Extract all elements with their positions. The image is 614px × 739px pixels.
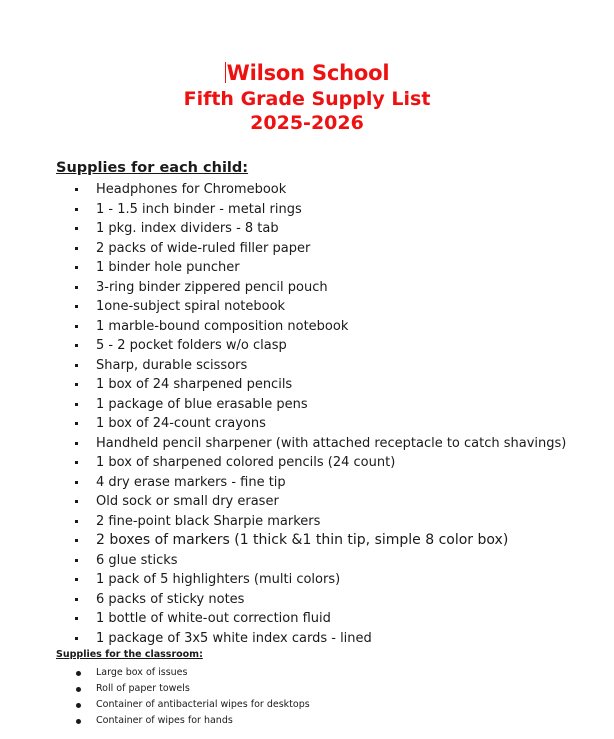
list-item: Sharp, durable scissors bbox=[56, 356, 601, 376]
square-bullet-icon bbox=[75, 422, 78, 425]
square-bullet-icon bbox=[75, 286, 78, 289]
classroom-supplies-section bbox=[56, 648, 601, 729]
square-bullet-icon bbox=[75, 266, 78, 269]
square-bullet-icon bbox=[75, 403, 78, 406]
list-item: 1 package of 3x5 white index cards - lined bbox=[56, 629, 601, 649]
list-item: 1 marble-bound composition notebook bbox=[56, 317, 601, 337]
text-cursor bbox=[225, 62, 226, 83]
list-item: Headphones for Chromebook bbox=[56, 180, 601, 200]
round-bullet-icon bbox=[76, 671, 81, 676]
list-title: Fifth Grade Supply List bbox=[183, 88, 431, 110]
square-bullet-icon bbox=[75, 247, 78, 250]
square-bullet-icon bbox=[75, 520, 78, 523]
list-item: 3-ring binder zippered pencil pouch bbox=[56, 278, 601, 298]
list-item: 1 box of 24-count crayons bbox=[56, 414, 601, 434]
square-bullet-icon bbox=[75, 578, 78, 581]
child-supplies-section bbox=[56, 158, 601, 648]
list-item: Old sock or small dry eraser bbox=[56, 492, 601, 512]
list-item: Container of antibacterial wipes for desktops bbox=[56, 697, 601, 713]
list-item: 1 pkg. index dividers - 8 tab bbox=[56, 219, 601, 239]
square-bullet-icon bbox=[75, 344, 78, 347]
list-item: 6 packs of sticky notes bbox=[56, 590, 601, 610]
document-header bbox=[0, 60, 614, 135]
list-item: 5 - 2 pocket folders w/o clasp bbox=[56, 336, 601, 356]
list-item: Handheld pencil sharpener (with attached receptacle to catch shavings) bbox=[56, 434, 601, 454]
square-bullet-icon bbox=[75, 208, 78, 211]
list-item: Container of wipes for hands bbox=[56, 713, 601, 729]
list-item: 4 dry erase markers - fine tip bbox=[56, 473, 601, 493]
school-year: 2025-2026 bbox=[250, 112, 364, 134]
classroom-supplies-heading: Supplies for the classroom: bbox=[56, 649, 203, 660]
list-item: 2 fine-point black Sharpie markers bbox=[56, 512, 601, 532]
round-bullet-icon bbox=[76, 703, 81, 708]
square-bullet-icon bbox=[75, 539, 78, 542]
square-bullet-icon bbox=[75, 227, 78, 230]
square-bullet-icon bbox=[75, 559, 78, 562]
square-bullet-icon bbox=[75, 617, 78, 620]
list-item: Roll of paper towels bbox=[56, 681, 601, 697]
child-supplies-heading: Supplies for each child: bbox=[56, 160, 249, 176]
round-bullet-icon bbox=[76, 719, 81, 724]
list-item: 1 package of blue erasable pens bbox=[56, 395, 601, 415]
child-supplies-list bbox=[56, 180, 601, 648]
square-bullet-icon bbox=[75, 637, 78, 640]
round-bullet-icon bbox=[76, 687, 81, 692]
list-item: Large box of issues bbox=[56, 665, 601, 681]
square-bullet-icon bbox=[75, 188, 78, 191]
square-bullet-icon bbox=[75, 305, 78, 308]
list-item: 1 pack of 5 highlighters (multi colors) bbox=[56, 570, 601, 590]
list-item: 1 binder hole puncher bbox=[56, 258, 601, 278]
square-bullet-icon bbox=[75, 364, 78, 367]
square-bullet-icon bbox=[75, 442, 78, 445]
square-bullet-icon bbox=[75, 500, 78, 503]
classroom-supplies-list bbox=[56, 665, 601, 729]
list-item: 1 bottle of white-out correction fluid bbox=[56, 609, 601, 629]
list-item: 6 glue sticks bbox=[56, 551, 601, 571]
list-item: 1one-subject spiral notebook bbox=[56, 297, 601, 317]
school-name: Wilson School bbox=[226, 61, 390, 85]
square-bullet-icon bbox=[75, 461, 78, 464]
square-bullet-icon bbox=[75, 325, 78, 328]
list-item: 2 boxes of markers (1 thick &1 thin tip, simple 8 color box) bbox=[56, 531, 601, 551]
square-bullet-icon bbox=[75, 598, 78, 601]
list-item: 1 box of sharpened colored pencils (24 count) bbox=[56, 453, 601, 473]
square-bullet-icon bbox=[75, 383, 78, 386]
list-item: 1 box of 24 sharpened pencils bbox=[56, 375, 601, 395]
list-item: 1 - 1.5 inch binder - metal rings bbox=[56, 200, 601, 220]
list-item: 2 packs of wide-ruled filler paper bbox=[56, 239, 601, 259]
square-bullet-icon bbox=[75, 481, 78, 484]
